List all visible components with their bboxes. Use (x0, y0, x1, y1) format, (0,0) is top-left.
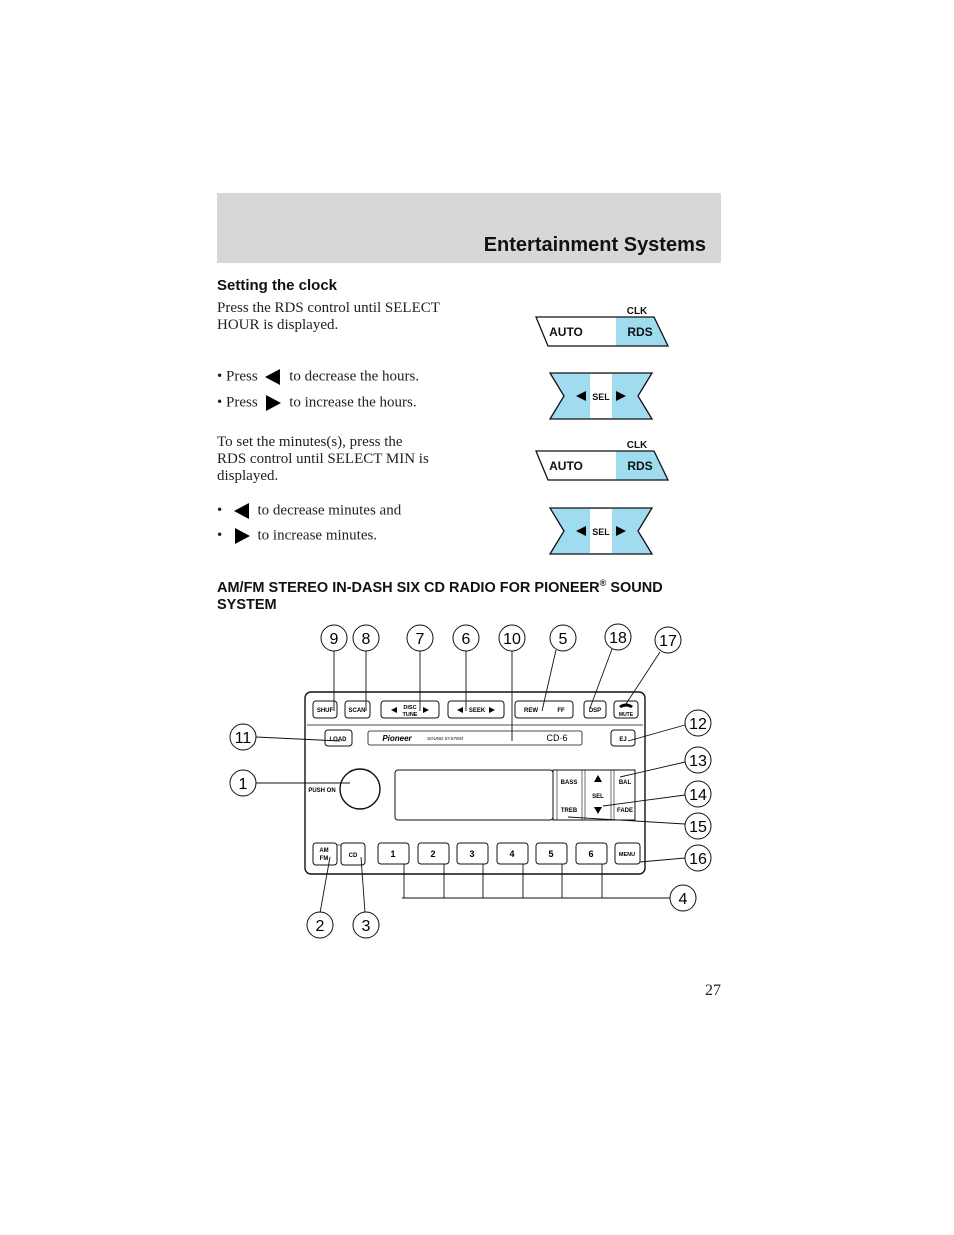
clock-intro-line: Press the RDS control until SELECT (217, 300, 440, 316)
callout-number: 12 (689, 716, 707, 733)
minute-bullet-decrease (217, 502, 401, 520)
ej-label: EJ (619, 737, 627, 743)
bass-label: BASS (560, 780, 578, 786)
minute-bullet-increase (217, 527, 377, 545)
callout-number: 18 (609, 630, 627, 647)
callout-number: 4 (678, 891, 688, 908)
preset-label: 2 (430, 849, 436, 859)
callout-number: 2 (315, 918, 325, 935)
radio-section-title (217, 575, 727, 614)
display-window (395, 770, 553, 820)
callout-number: 8 (361, 631, 371, 648)
treb-label: TREB (560, 808, 578, 814)
sel-label: SEL (592, 392, 610, 402)
push-on-label: PUSH ON (308, 788, 336, 794)
menu-label: MENU (618, 852, 636, 858)
callout-number: 5 (558, 631, 568, 648)
bullet-dot: • (217, 394, 227, 411)
callout-number: 17 (659, 633, 677, 650)
auto-label: AUTO (549, 459, 583, 473)
radio-diagram (217, 615, 737, 945)
callout-number: 15 (689, 819, 707, 836)
power-volume-knob[interactable] (340, 769, 380, 809)
page-number: 27 (705, 982, 721, 999)
bullet-post: to decrease minutes and (257, 502, 402, 519)
clk-label: CLK (626, 306, 648, 317)
disc-label: DISC (403, 705, 417, 711)
rew-label: REW (524, 708, 538, 714)
minutes-intro (217, 434, 429, 485)
scan-label: SCAN (348, 708, 366, 714)
mute-label: MUTE (618, 712, 634, 718)
fm-label: FM (319, 856, 329, 862)
bullet-post: to increase the hours. (289, 394, 417, 411)
cd-label: CD (348, 853, 358, 859)
sel-label: SEL (592, 527, 610, 537)
section-header-band (217, 193, 721, 263)
leader-line-16 (640, 858, 685, 862)
hour-bullet-increase (217, 394, 417, 412)
radio-section-title-line2: SYSTEM (217, 596, 277, 613)
callout-number: 6 (461, 631, 471, 648)
right-arrow-icon (233, 527, 251, 545)
bullet-dot: • (217, 502, 227, 519)
auto-rds-control-2 (534, 436, 672, 484)
clock-intro-line: HOUR is displayed. (217, 317, 339, 333)
callout-number: 16 (689, 851, 707, 868)
brand-subtitle: SOUND SYSTEM (426, 736, 464, 741)
title-text: AM/FM STEREO IN-DASH SIX CD RADIO FOR PIONEER (217, 579, 600, 596)
left-arrow-icon (233, 502, 251, 520)
am-label: AM (319, 848, 329, 854)
callout-number: 10 (503, 631, 521, 648)
minutes-intro-line: To set the minutes(s), press the (217, 434, 403, 450)
callout-number: 9 (329, 631, 339, 648)
fade-label: FADE (616, 808, 634, 814)
tune-label: TUNE (402, 712, 418, 718)
seek-label: SEEK (468, 708, 486, 714)
bullet-dot: • (217, 368, 227, 385)
callout-number: 1 (238, 776, 248, 793)
auto-label: AUTO (549, 325, 583, 339)
clock-intro (217, 300, 440, 334)
preset-label: 5 (548, 849, 554, 859)
bal-label: BAL (618, 780, 632, 786)
model-label: CD·6 (546, 733, 568, 743)
hour-bullet-decrease (217, 368, 419, 386)
clock-heading: Setting the clock (217, 277, 338, 294)
clk-label: CLK (626, 440, 648, 451)
sel-control-2 (548, 506, 654, 556)
minutes-intro-line: displayed. (217, 468, 279, 484)
right-arrow-icon (264, 394, 282, 412)
ff-label: FF (557, 708, 565, 714)
bullet-pre: Press (226, 368, 258, 385)
bullet-dot: • (217, 527, 227, 544)
rds-label: RDS (627, 325, 653, 339)
section-header-title: Entertainment Systems (483, 234, 706, 256)
registered-mark: ® (599, 578, 607, 588)
bullet-post: to increase minutes. (257, 527, 378, 544)
bullet-pre: Press (226, 394, 258, 411)
preset-label: 3 (469, 849, 475, 859)
auto-rds-control-1 (534, 302, 672, 350)
minutes-intro-line: RDS control until SELECT MIN is (217, 451, 429, 467)
callout-number: 7 (415, 631, 425, 648)
callout-number: 3 (361, 918, 371, 935)
sel-control-1 (548, 371, 654, 421)
sel-label: SEL (592, 794, 604, 800)
bullet-post: to decrease the hours. (289, 368, 420, 385)
radio-section-title-line1 (217, 575, 727, 597)
callout-number: 13 (689, 753, 707, 770)
dsp-label: DSP (588, 708, 602, 714)
preset-label: 6 (588, 849, 594, 859)
title-text: SOUND (606, 579, 663, 596)
callout-number: 11 (234, 730, 252, 747)
shuf-label: SHUF (316, 708, 334, 714)
left-arrow-icon (264, 368, 282, 386)
preset-label: 1 (390, 849, 396, 859)
callout-number: 14 (689, 787, 707, 804)
preset-label: 4 (509, 849, 515, 859)
rds-label: RDS (627, 459, 653, 473)
load-label: LOAD (329, 737, 347, 743)
brand-logo: Pioneer (382, 734, 412, 743)
